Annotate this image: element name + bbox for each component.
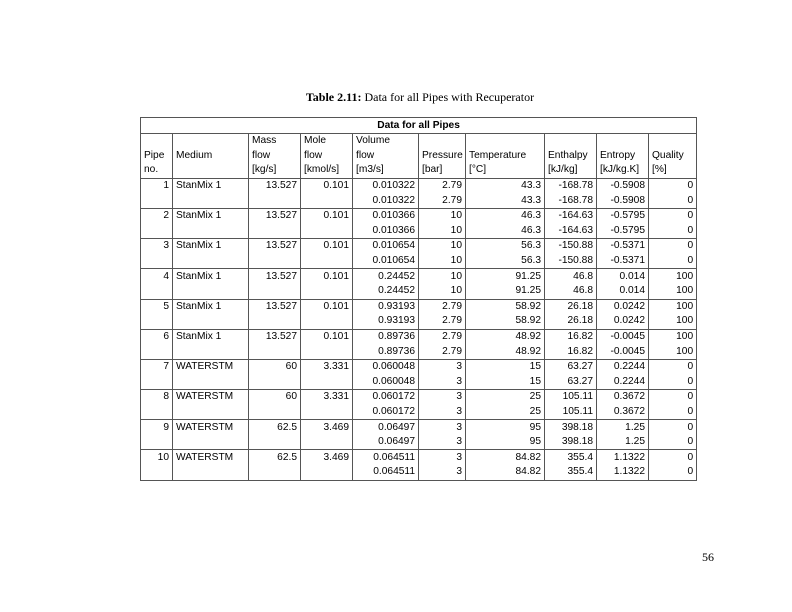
cell-mole-flow [301,405,353,420]
header-mole-flow: Mole [301,134,353,149]
table-title: Data for all Pipes [141,118,697,134]
cell-quality: 0 [649,405,697,420]
cell-medium [173,344,249,359]
cell-pipe-no: 6 [141,329,173,344]
table-caption [0,90,792,105]
cell-entropy: 1.1322 [597,465,649,480]
cell-temperature: 48.92 [466,344,545,359]
cell-mass-flow [249,344,301,359]
cell-quality: 0 [649,208,697,223]
cell-mole-flow: 0.101 [301,208,353,223]
cell-pipe-no [141,405,173,420]
table-row [141,435,697,450]
cell-mole-flow [301,254,353,269]
cell-temperature: 56.3 [466,254,545,269]
table-row [141,254,697,269]
cell-medium: StanMix 1 [173,208,249,223]
cell-enthalpy: 16.82 [545,329,597,344]
cell-enthalpy: 398.18 [545,435,597,450]
cell-mole-flow: 0.101 [301,239,353,254]
cell-quality: 0 [649,178,697,193]
cell-medium [173,254,249,269]
cell-mass-flow [249,405,301,420]
cell-pressure: 2.79 [419,344,466,359]
table-row [141,390,697,405]
cell-temperature: 15 [466,359,545,374]
cell-enthalpy: 16.82 [545,344,597,359]
cell-mass-flow: 60 [249,359,301,374]
header-medium [173,134,249,149]
cell-pressure: 3 [419,450,466,465]
cell-enthalpy: 355.4 [545,450,597,465]
cell-mole-flow [301,344,353,359]
cell-medium: WATERSTM [173,359,249,374]
table-row [141,284,697,299]
cell-quality: 100 [649,344,697,359]
cell-pressure: 2.79 [419,178,466,193]
cell-enthalpy: 26.18 [545,314,597,329]
cell-volume-flow: 0.06497 [353,435,419,450]
cell-enthalpy: 63.27 [545,359,597,374]
table-row [141,269,697,284]
cell-enthalpy: 63.27 [545,375,597,390]
cell-quality: 0 [649,254,697,269]
cell-mole-flow [301,193,353,208]
cell-medium [173,435,249,450]
cell-volume-flow: 0.010366 [353,208,419,223]
cell-enthalpy: -168.78 [545,193,597,208]
cell-entropy: 0.014 [597,269,649,284]
cell-mass-flow [249,314,301,329]
cell-entropy: 0.014 [597,284,649,299]
cell-enthalpy: -168.78 [545,178,597,193]
cell-enthalpy: -164.63 [545,208,597,223]
header-mass-flow: [kg/s] [249,163,301,178]
cell-entropy: -0.5371 [597,254,649,269]
cell-mass-flow [249,284,301,299]
cell-medium: WATERSTM [173,450,249,465]
cell-medium [173,193,249,208]
cell-quality: 0 [649,390,697,405]
cell-pipe-no: 5 [141,299,173,314]
cell-pressure: 10 [419,208,466,223]
cell-pressure: 10 [419,224,466,239]
cell-temperature: 91.25 [466,284,545,299]
table-row [141,193,697,208]
cell-medium [173,284,249,299]
cell-mole-flow: 0.101 [301,269,353,284]
header-mole-flow: [kmol/s] [301,163,353,178]
cell-pressure: 10 [419,269,466,284]
cell-mass-flow: 60 [249,390,301,405]
cell-entropy: 0.2244 [597,375,649,390]
header-medium [173,163,249,178]
cell-temperature: 15 [466,375,545,390]
caption-label: Table 2.11: [305,90,362,104]
cell-medium: StanMix 1 [173,329,249,344]
table-row [141,239,697,254]
header-quality: [%] [649,163,697,178]
cell-enthalpy: 355.4 [545,465,597,480]
header-mass-flow: flow [249,149,301,164]
cell-volume-flow: 0.24452 [353,284,419,299]
cell-entropy: 1.25 [597,420,649,435]
cell-pipe-no: 7 [141,359,173,374]
cell-volume-flow: 0.064511 [353,450,419,465]
header-entropy [597,134,649,149]
cell-entropy: 0.2244 [597,359,649,374]
header-temperature [466,134,545,149]
cell-pipe-no [141,284,173,299]
cell-mole-flow [301,314,353,329]
cell-pressure: 10 [419,254,466,269]
cell-medium [173,405,249,420]
cell-volume-flow: 0.010322 [353,178,419,193]
cell-temperature: 25 [466,390,545,405]
cell-quality: 100 [649,299,697,314]
cell-mass-flow [249,465,301,480]
table-title-row [141,118,697,134]
cell-pressure: 3 [419,405,466,420]
cell-quality: 0 [649,435,697,450]
cell-pipe-no [141,224,173,239]
cell-volume-flow: 0.010366 [353,224,419,239]
header-pipe-no: no. [141,163,173,178]
header-volume-flow: [m3/s] [353,163,419,178]
header-quality [649,134,697,149]
header-volume-flow: flow [353,149,419,164]
cell-medium [173,465,249,480]
cell-pipe-no: 2 [141,208,173,223]
header-entropy: [kJ/kg.K] [597,163,649,178]
cell-temperature: 56.3 [466,239,545,254]
cell-volume-flow: 0.89736 [353,329,419,344]
table-row [141,224,697,239]
cell-mole-flow [301,435,353,450]
cell-mole-flow: 3.331 [301,390,353,405]
cell-entropy: -0.0045 [597,344,649,359]
cell-pressure: 3 [419,420,466,435]
header-row [141,163,697,178]
cell-quality: 100 [649,329,697,344]
cell-mass-flow [249,375,301,390]
cell-temperature: 58.92 [466,299,545,314]
cell-mole-flow [301,465,353,480]
cell-pipe-no: 10 [141,450,173,465]
cell-entropy: 1.25 [597,435,649,450]
cell-entropy: 0.3672 [597,405,649,420]
cell-enthalpy: 26.18 [545,299,597,314]
cell-entropy: 0.3672 [597,390,649,405]
cell-enthalpy: 46.8 [545,269,597,284]
cell-pressure: 10 [419,239,466,254]
cell-volume-flow: 0.06497 [353,420,419,435]
cell-mass-flow [249,435,301,450]
table-row [141,359,697,374]
cell-mass-flow [249,254,301,269]
cell-mole-flow [301,284,353,299]
cell-mole-flow [301,224,353,239]
cell-quality: 100 [649,269,697,284]
cell-temperature: 95 [466,420,545,435]
cell-pipe-no [141,465,173,480]
cell-pressure: 3 [419,359,466,374]
header-enthalpy: Enthalpy [545,149,597,164]
table-row [141,208,697,223]
cell-pressure: 3 [419,390,466,405]
cell-pipe-no: 8 [141,390,173,405]
cell-quality: 0 [649,193,697,208]
cell-medium [173,314,249,329]
cell-mole-flow: 3.469 [301,420,353,435]
cell-quality: 100 [649,314,697,329]
cell-pipe-no [141,314,173,329]
cell-volume-flow: 0.93193 [353,299,419,314]
cell-mass-flow: 13.527 [249,329,301,344]
cell-pipe-no [141,344,173,359]
cell-quality: 0 [649,359,697,374]
cell-mass-flow: 13.527 [249,239,301,254]
cell-temperature: 58.92 [466,314,545,329]
caption-text: Data for all Pipes with Recuperator [361,90,535,104]
cell-medium: StanMix 1 [173,239,249,254]
cell-pressure: 3 [419,375,466,390]
header-enthalpy: [kJ/kg] [545,163,597,178]
header-mole-flow: flow [301,149,353,164]
header-pressure: [bar] [419,163,466,178]
cell-volume-flow: 0.010654 [353,239,419,254]
cell-volume-flow: 0.064511 [353,465,419,480]
cell-mass-flow: 13.527 [249,269,301,284]
cell-temperature: 48.92 [466,329,545,344]
cell-volume-flow: 0.060048 [353,359,419,374]
cell-temperature: 25 [466,405,545,420]
table-row [141,465,697,480]
cell-medium: WATERSTM [173,390,249,405]
cell-enthalpy: -150.88 [545,239,597,254]
cell-quality: 0 [649,450,697,465]
table-row [141,405,697,420]
header-volume-flow: Volume [353,134,419,149]
cell-pipe-no: 1 [141,178,173,193]
table-row [141,329,697,344]
cell-pressure: 10 [419,284,466,299]
cell-quality: 0 [649,224,697,239]
cell-pipe-no [141,435,173,450]
cell-quality: 100 [649,284,697,299]
table-row [141,375,697,390]
page-number: 56 [702,550,714,564]
header-entropy: Entropy [597,149,649,164]
table-row [141,299,697,314]
cell-volume-flow: 0.060172 [353,405,419,420]
cell-mass-flow: 13.527 [249,299,301,314]
cell-enthalpy: 398.18 [545,420,597,435]
header-row [141,149,697,164]
cell-temperature: 43.3 [466,178,545,193]
cell-entropy: 0.0242 [597,299,649,314]
pipes-data-table [140,117,697,481]
cell-medium: WATERSTM [173,420,249,435]
cell-pressure: 3 [419,465,466,480]
cell-medium: StanMix 1 [173,299,249,314]
cell-entropy: 0.0242 [597,314,649,329]
cell-pipe-no: 4 [141,269,173,284]
cell-entropy: -0.5795 [597,208,649,223]
cell-pressure: 2.79 [419,329,466,344]
cell-mass-flow: 13.527 [249,208,301,223]
cell-entropy: -0.5795 [597,224,649,239]
header-pressure [419,134,466,149]
cell-pressure: 3 [419,435,466,450]
cell-enthalpy: -164.63 [545,224,597,239]
cell-mass-flow [249,224,301,239]
table-row [141,178,697,193]
cell-medium: StanMix 1 [173,269,249,284]
cell-pipe-no [141,375,173,390]
cell-medium [173,375,249,390]
header-pipe-no: Pipe [141,149,173,164]
table-row [141,450,697,465]
cell-volume-flow: 0.060172 [353,390,419,405]
cell-temperature: 91.25 [466,269,545,284]
cell-enthalpy: 46.8 [545,284,597,299]
cell-mass-flow: 62.5 [249,420,301,435]
cell-quality: 0 [649,375,697,390]
cell-temperature: 46.3 [466,208,545,223]
cell-mole-flow: 0.101 [301,329,353,344]
table-row [141,344,697,359]
cell-volume-flow: 0.010654 [353,254,419,269]
table-row [141,420,697,435]
cell-mole-flow: 3.469 [301,450,353,465]
cell-volume-flow: 0.060048 [353,375,419,390]
header-row [141,134,697,149]
cell-medium [173,224,249,239]
cell-volume-flow: 0.93193 [353,314,419,329]
cell-temperature: 46.3 [466,224,545,239]
cell-mole-flow: 0.101 [301,178,353,193]
cell-pipe-no: 3 [141,239,173,254]
cell-pressure: 2.79 [419,299,466,314]
cell-pipe-no [141,254,173,269]
cell-quality: 0 [649,239,697,254]
cell-medium: StanMix 1 [173,178,249,193]
cell-pipe-no [141,193,173,208]
cell-pipe-no: 9 [141,420,173,435]
cell-entropy: -0.5908 [597,193,649,208]
header-temperature: [°C] [466,163,545,178]
cell-mole-flow [301,375,353,390]
cell-quality: 0 [649,420,697,435]
header-temperature: Temperature [466,149,545,164]
cell-pressure: 2.79 [419,314,466,329]
cell-temperature: 84.82 [466,450,545,465]
header-pressure: Pressure [419,149,466,164]
cell-quality: 0 [649,465,697,480]
header-medium: Medium [173,149,249,164]
cell-volume-flow: 0.89736 [353,344,419,359]
cell-mass-flow: 13.527 [249,178,301,193]
cell-mole-flow: 3.331 [301,359,353,374]
cell-entropy: -0.0045 [597,329,649,344]
cell-pressure: 2.79 [419,193,466,208]
header-mass-flow: Mass [249,134,301,149]
cell-enthalpy: 105.11 [545,405,597,420]
cell-mole-flow: 0.101 [301,299,353,314]
cell-mass-flow: 62.5 [249,450,301,465]
cell-enthalpy: -150.88 [545,254,597,269]
cell-temperature: 84.82 [466,465,545,480]
cell-entropy: 1.1322 [597,450,649,465]
cell-temperature: 95 [466,435,545,450]
header-pipe-no [141,134,173,149]
cell-mass-flow [249,193,301,208]
header-quality: Quality [649,149,697,164]
cell-volume-flow: 0.24452 [353,269,419,284]
header-enthalpy [545,134,597,149]
table-row [141,314,697,329]
cell-entropy: -0.5908 [597,178,649,193]
cell-volume-flow: 0.010322 [353,193,419,208]
cell-enthalpy: 105.11 [545,390,597,405]
cell-entropy: -0.5371 [597,239,649,254]
cell-temperature: 43.3 [466,193,545,208]
